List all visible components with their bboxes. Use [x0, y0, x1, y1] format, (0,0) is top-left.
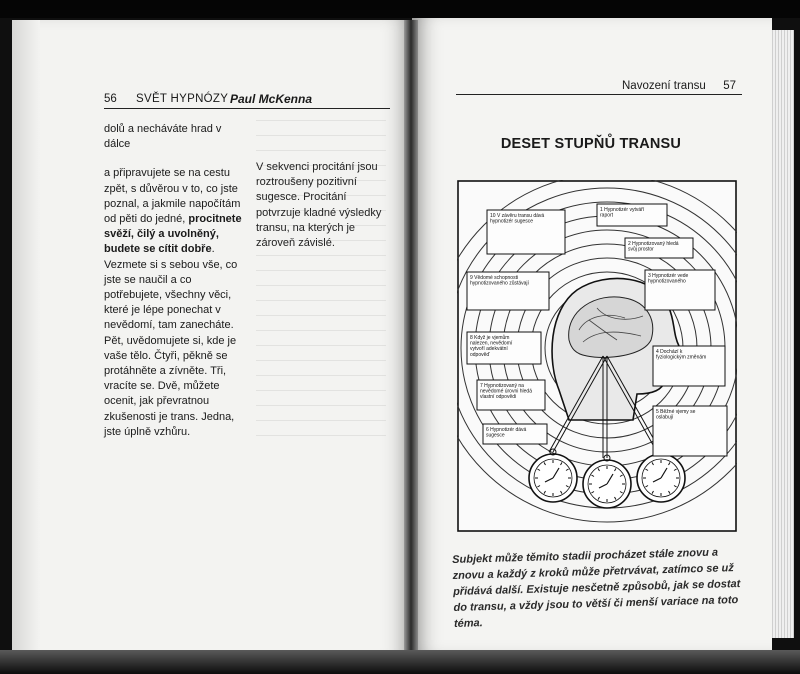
left-page-number: 56: [104, 93, 117, 105]
stage-label: sugesce: [486, 432, 505, 439]
trance-stages-diagram: [457, 180, 737, 532]
paragraph-2: [104, 166, 246, 440]
page-stack-edge: [772, 30, 794, 638]
stage-label: vytvoří adekvátní: [470, 346, 508, 353]
stage-label: hypnotizér sugesce: [490, 218, 534, 225]
stage-label: 10 V závěru transu dává: [490, 213, 545, 219]
right-page-number: 57: [723, 80, 736, 92]
stage-label: 4 Dochází k: [656, 349, 683, 355]
stage-label: 5 Běžné vjemy se: [656, 409, 696, 415]
right-column-text: [256, 160, 384, 251]
stage-label: nalezen, nevědomí: [470, 340, 513, 347]
left-page-edge: [12, 20, 40, 660]
figure-title: DESET STUPŇŮ TRANSU: [500, 136, 682, 152]
paragraph-1: dolů a necháváte hrad v dálce: [104, 123, 222, 151]
left-running-head: [104, 90, 390, 109]
stage-label: odpověď: [470, 351, 490, 358]
stage-box: [477, 380, 545, 410]
stage-label: nevědomé úrovni hledá: [480, 388, 532, 395]
paragraph-2-part1: a připravujete se na cestu zpět, s důvěrou v to, co jste poznal, a jakmile napočítám od pěti do jedné,: [104, 167, 241, 226]
backdrop: [0, 0, 800, 18]
stage-label: raport: [600, 212, 614, 219]
stage-label: hypnotizovaného: [648, 278, 686, 285]
commentary-paragraph: V sekvenci procitání jsou roztroušeny pozitivní sugesce. Procitání potvrzuje kladné výsledky transu, na kterých je zároveň závislé.: [256, 161, 382, 250]
book-gutter: [404, 20, 418, 660]
stage-box: [487, 210, 565, 254]
section-title: Navození transu: [622, 80, 706, 92]
stage-label: vlastní odpovědi: [480, 394, 517, 401]
author-name: Paul McKenna: [230, 92, 313, 106]
stage-label: 6 Hypnotizér dává: [486, 427, 527, 433]
stage-box: [467, 272, 549, 310]
stage-box: [653, 346, 725, 386]
stage-label: fyziologickým změnám: [656, 354, 707, 361]
stage-box: [653, 406, 727, 456]
stage-label: svůj prostor: [628, 246, 654, 253]
stage-box: [625, 238, 693, 258]
stage-label: 7 Hypnotizovaný na: [480, 383, 524, 389]
stage-label: 9 Vědomé schopnosti: [470, 275, 519, 281]
figure-caption: Subjekt může těmito stadii procházet stále znovu a znovu a každý z kroků může přetrvávat, zatímco se už přidává další. Existuje nesčetně způsobů, jak se dostat do transu, a vždy jsou to větší či menší variace na toto téma.: [452, 546, 741, 630]
stage-label: 8 Když je vjemům: [470, 335, 510, 341]
book-title: SVĚT HYPNÓZY: [136, 93, 229, 105]
stage-box: [467, 332, 541, 364]
paragraph-2-part2: . Vezmete si s sebou vše, co jste se naučil a co potřebujete, všechny věci, které je lépe ponechat v nevědomí, tam zanecháte. Pět, uvědomujete si, kde je vaše tělo. Čtyři, pěkně se protáhněte a zívněte. Tři, vracíte se. Dvě, můžete ocenit, jak převratnou zkušenosti je trans. Jedna, jste úplně vzhůru.: [104, 243, 238, 438]
left-column-text: [104, 122, 246, 454]
bottom-shadow: [0, 650, 800, 674]
paragraph-2-bold: procitnete svěží, čilý a uvolněný, budete se cítit dobře: [104, 213, 242, 256]
stage-label: 2 Hypnotizovaný hledá: [628, 241, 679, 247]
stage-label: hypnotizovaného zůstávají: [470, 280, 529, 287]
stage-box: [645, 270, 715, 310]
stage-label: 1 Hypnotizér vytváří: [600, 207, 645, 213]
stage-box: [597, 204, 667, 226]
stage-label: oslabují: [656, 414, 674, 421]
stage-box: [483, 424, 547, 444]
right-running-head: [456, 78, 742, 95]
stage-label: 3 Hypnotizér vede: [648, 273, 689, 279]
